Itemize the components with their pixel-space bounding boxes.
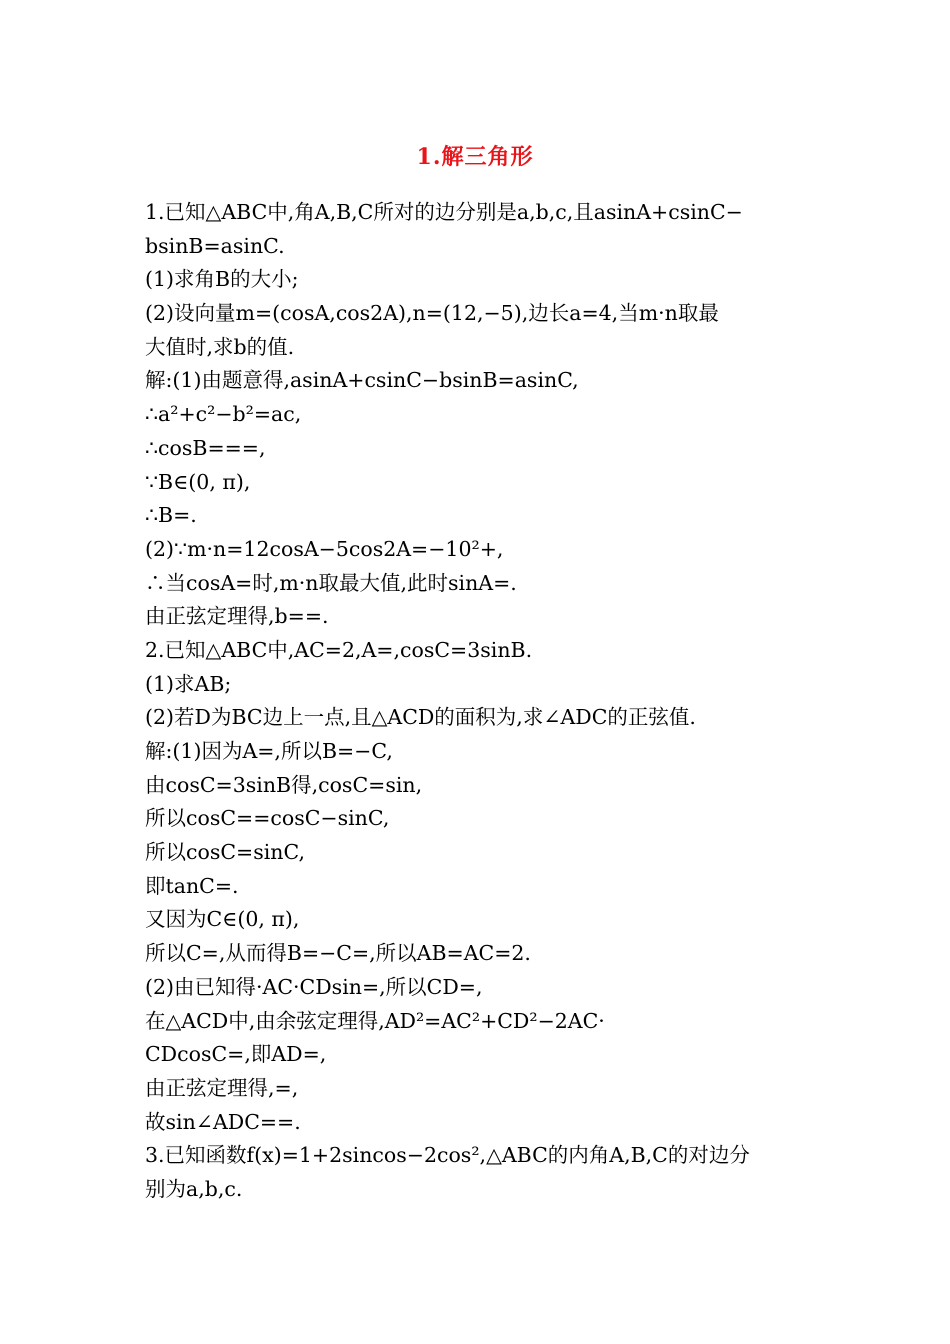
text-line: 在△ACD中,由余弦定理得,AD²=AC²+CD²−2AC· (145, 1008, 605, 1033)
text-line: 由正弦定理得,b==. (145, 604, 329, 629)
text-line: CDcosC=,即AD=, (145, 1042, 327, 1067)
text-line: 即tanC=. (145, 873, 239, 898)
text-line: 所以C=,从而得B=−C=,所以AB=AC=2. (145, 941, 531, 966)
text-line: 别为a,b,c. (145, 1176, 243, 1201)
document-title: 1.解三角形 (416, 144, 534, 170)
text-line: (1)求AB; (145, 671, 232, 696)
text-line: 解:(1)因为A=,所以B=−C, (145, 739, 393, 763)
text-line: ∴cosB===, (145, 435, 266, 460)
text-line: (2)∵m·n=12cosA−5cos2A=−10²+, (145, 536, 504, 561)
text-line: ∴当cosA=时,m·n取最大值,此时sinA=. (145, 570, 517, 595)
text-line: (2)由已知得·AC·CDsin=,所以CD=, (145, 974, 483, 999)
text-line: ∴a²+c²−b²=ac, (145, 402, 302, 427)
text-line: bsinB=asinC. (145, 233, 285, 258)
text-line: ∵B∈(0, π), (145, 469, 251, 494)
text-line: ∴B=. (145, 503, 197, 528)
text-line: 又因为C∈(0, π), (145, 907, 300, 932)
text-line: 故sin∠ADC==. (145, 1109, 301, 1134)
text-line: (2)设向量m=(cosA,cos2A),n=(12,−5),边长a=4,当m·n取最 (145, 301, 719, 326)
text-line: 所以cosC==cosC−sinC, (145, 806, 390, 831)
text-line: 由正弦定理得,=, (145, 1075, 299, 1100)
text-line: (1)求角B的大小; (145, 267, 299, 292)
text-line: 由cosC=3sinB得,cosC=sin, (145, 772, 423, 797)
text-line: (2)若D为BC边上一点,且△ACD的面积为,求∠ADC的正弦值. (145, 705, 696, 730)
text-line: 3.已知函数f(x)=1+2sincos−2cos²,△ABC的内角A,B,C的对边分 (145, 1143, 750, 1168)
document-body (145, 196, 815, 1207)
text-line: 大值时,求b的值. (145, 334, 295, 359)
text-line: 所以cosC=sinC, (145, 840, 305, 865)
text-line: 1.已知△ABC中,角A,B,C所对的边分别是a,b,c,且asinA+csinC− (145, 200, 743, 224)
text-line: 2.已知△ABC中,AC=2,A=,cosC=3sinB. (145, 637, 533, 662)
text-line: 解:(1)由题意得,asinA+csinC−bsinB=asinC, (145, 368, 579, 393)
